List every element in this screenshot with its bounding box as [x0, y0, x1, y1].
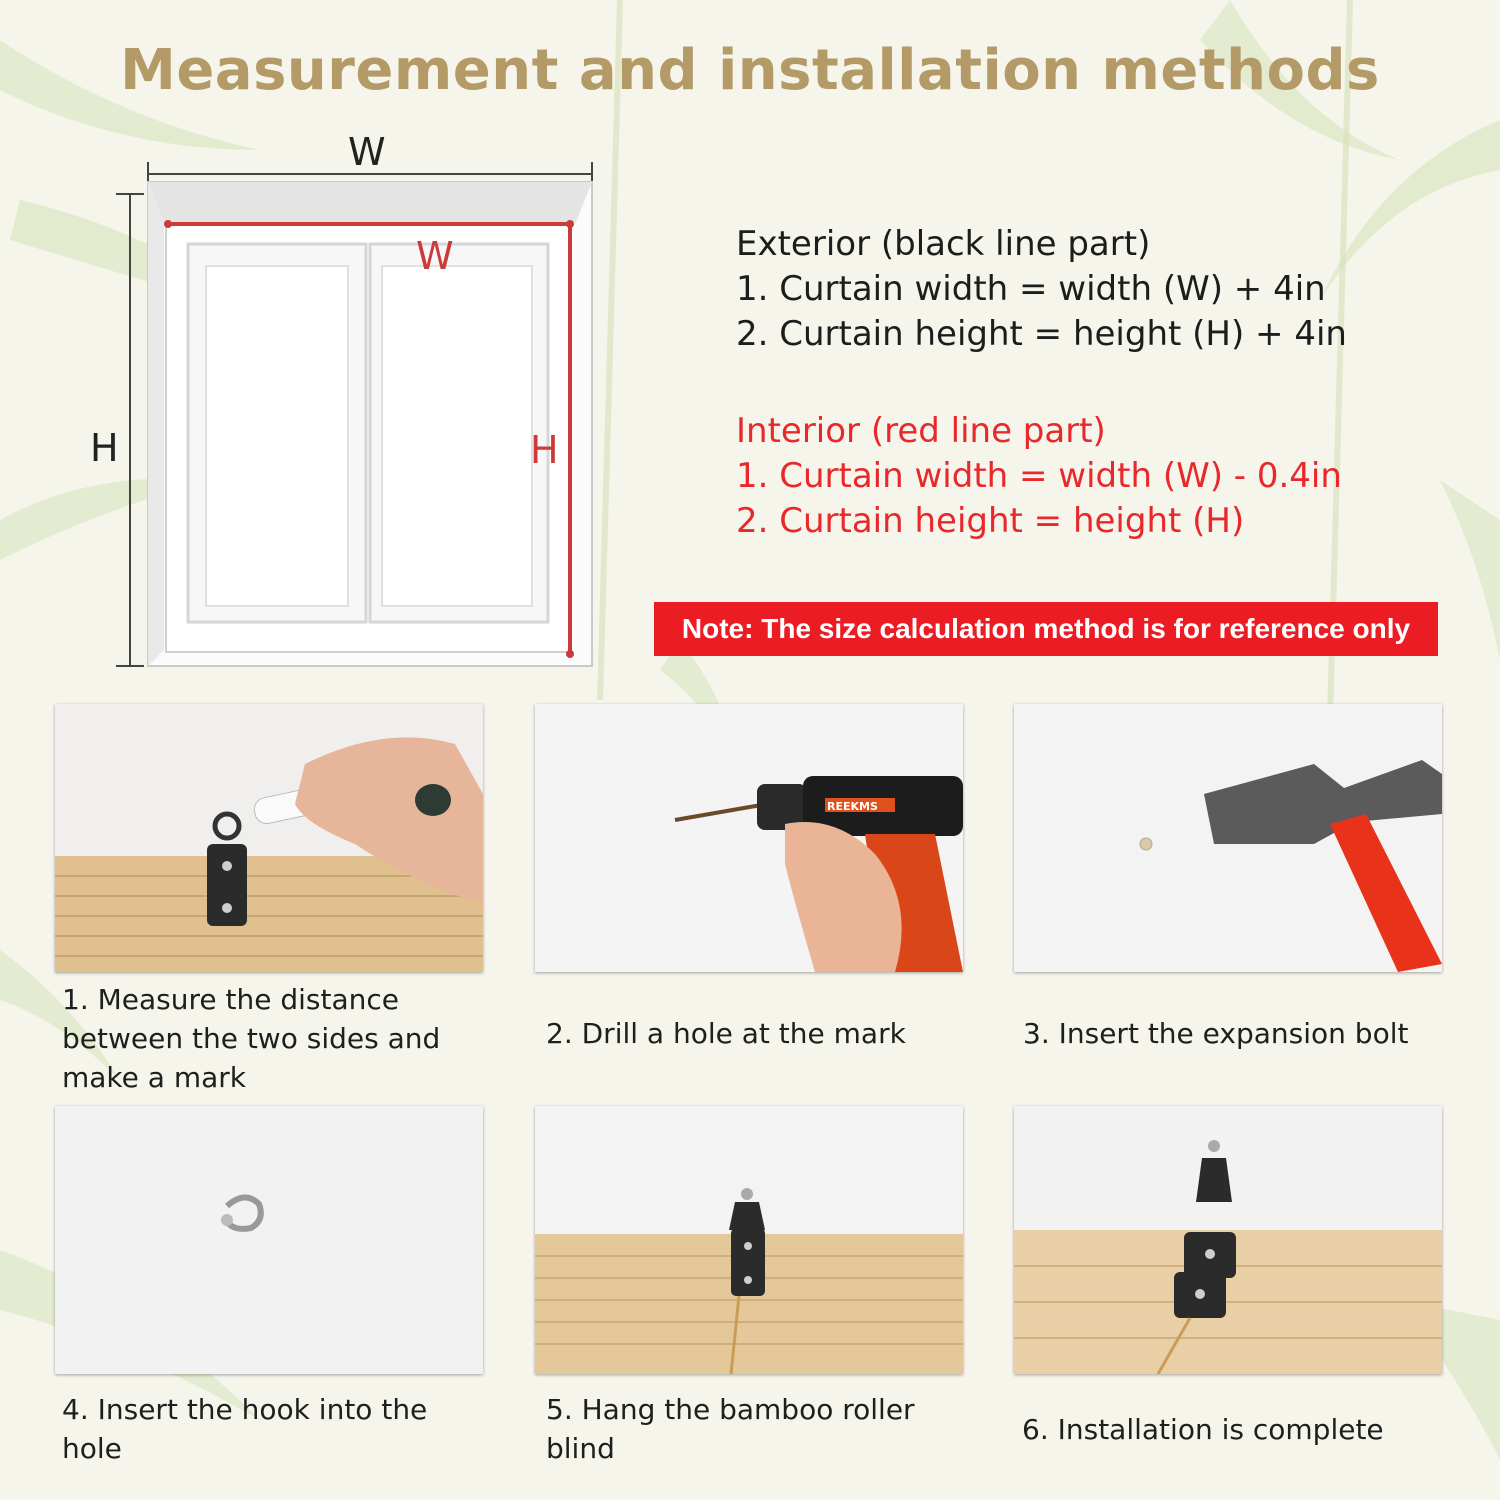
interior-section [736, 409, 1342, 544]
exterior-width-formula: 1. Curtain width = width (W) + 4in [736, 269, 1326, 309]
exterior-height-formula: 2. Curtain height = height (H) + 4in [736, 314, 1347, 354]
step-3-caption [1023, 1014, 1408, 1053]
step-5-photo [535, 1106, 963, 1374]
caption-line: 4. Insert the hook into the [62, 1393, 428, 1426]
caption-line: blind [546, 1432, 615, 1465]
inner-height-label: H [530, 428, 559, 472]
outer-width-label: W [348, 130, 386, 174]
exterior-section [736, 222, 1347, 357]
step-4-photo [55, 1106, 483, 1374]
outer-height-label: H [90, 426, 119, 470]
reference-note-banner: Note: The size calculation method is for reference only [654, 602, 1438, 656]
caption-line: 2. Drill a hole at the mark [546, 1017, 906, 1050]
step-4-caption [62, 1390, 427, 1468]
interior-height-formula: 2. Curtain height = height (H) [736, 501, 1245, 541]
interior-heading: Interior (red line part) [736, 411, 1106, 451]
step-1-caption [62, 980, 440, 1097]
drill-brand-text: REEKMS [827, 800, 878, 813]
inner-width-label: W [416, 234, 454, 278]
step-6-caption [1022, 1410, 1384, 1449]
step-6-photo [1014, 1106, 1442, 1374]
caption-line: hole [62, 1432, 122, 1465]
step-1-photo [55, 704, 483, 972]
caption-line: 6. Installation is complete [1022, 1413, 1384, 1446]
page-title: Measurement and installation methods [120, 38, 1380, 103]
window-diagram [80, 130, 620, 690]
step-5-caption [546, 1390, 915, 1468]
interior-width-formula: 1. Curtain width = width (W) - 0.4in [736, 456, 1342, 496]
step-2-caption [546, 1014, 906, 1053]
caption-line: between the two sides and [62, 1022, 441, 1055]
caption-line: 1. Measure the distance [62, 983, 400, 1016]
caption-line: 3. Insert the expansion bolt [1023, 1017, 1409, 1050]
exterior-heading: Exterior (black line part) [736, 224, 1151, 264]
caption-line: 5. Hang the bamboo roller [546, 1393, 915, 1426]
caption-line: make a mark [62, 1061, 246, 1094]
step-2-photo [535, 704, 963, 972]
window-illustration [80, 130, 620, 690]
step-3-photo [1014, 704, 1442, 972]
